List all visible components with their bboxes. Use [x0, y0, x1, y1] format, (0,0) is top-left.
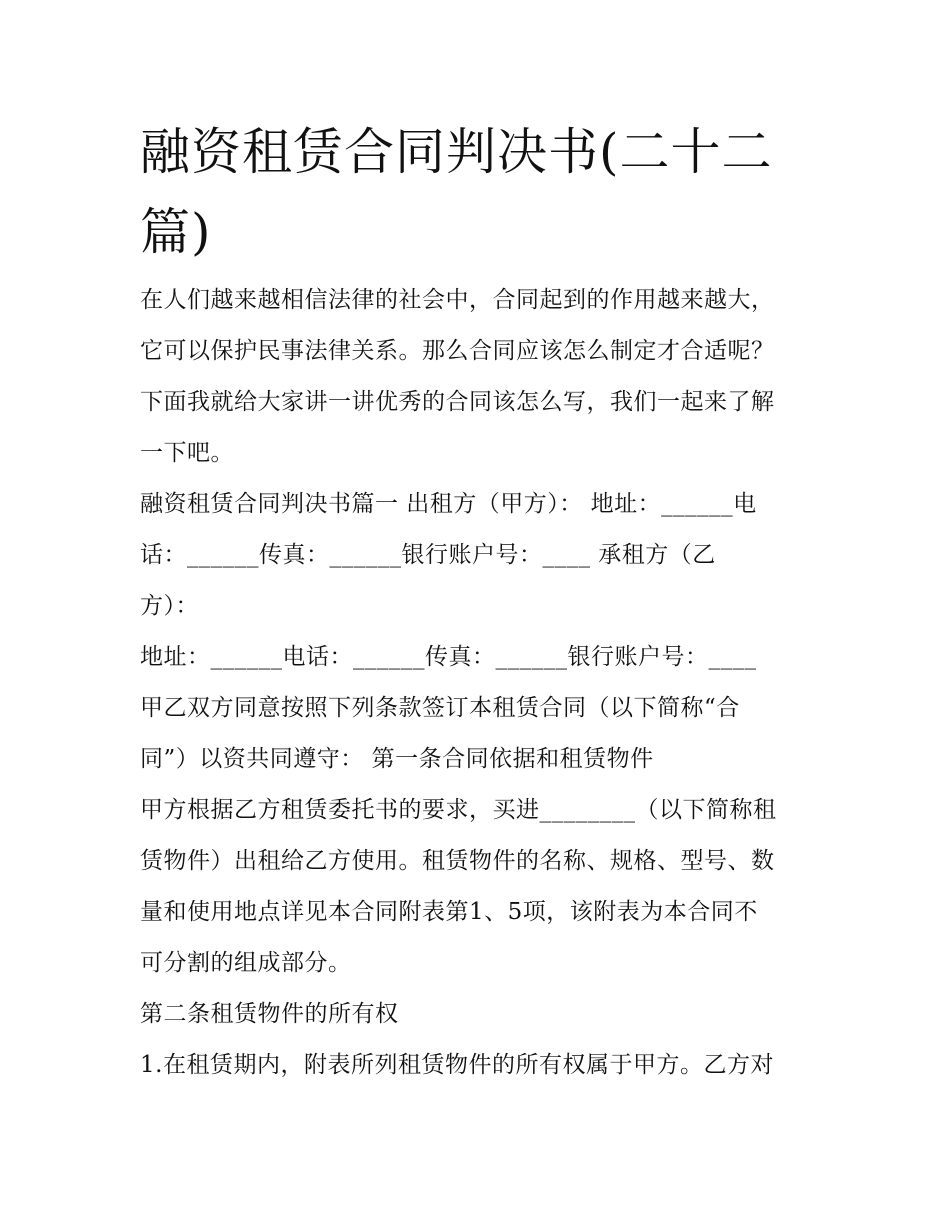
text-line: 赁物件）出租给乙方使用。租赁物件的名称、规格、型号、数: [140, 848, 775, 874]
text-line: 可分割的组成部分。: [140, 950, 352, 976]
document-body: [140, 275, 830, 1091]
text-line: 量和使用地点详见本合同附表第1、5项，该附表为本合同不: [140, 899, 758, 925]
paragraph-lessee-info: [140, 632, 830, 785]
text-line: 甲方根据乙方租赁委托书的要求，买进________（以下简称租: [140, 797, 777, 823]
text-line: 话：______传真：______银行账户号：____ 承租方（乙: [140, 542, 716, 568]
text-line: 同”）以资共同遵守： 第一条合同依据和租赁物件: [140, 746, 654, 772]
text-line: 下面我就给大家讲一讲优秀的合同该怎么写，我们一起来了解: [140, 389, 775, 415]
text-line: 在人们越来越相信法律的社会中，合同起到的作用越来越大，: [140, 287, 775, 313]
paragraph-article-one: [140, 785, 830, 989]
paragraph-article-two-item-1: [140, 1040, 830, 1091]
paragraph-intro: [140, 275, 830, 479]
text-line: 融资租赁合同判决书篇一 出租方（甲方）： 地址：______电: [140, 491, 757, 517]
text-line: 它可以保护民事法律关系。那么合同应该怎么制定才合适呢？: [140, 338, 775, 364]
text-line: 一下吧。: [140, 440, 234, 466]
text-line: 1.在租赁期内，附表所列租赁物件的所有权属于甲方。乙方对: [140, 1052, 774, 1078]
paragraph-article-two-heading: [140, 989, 830, 1040]
text-line: 第二条租赁物件的所有权: [140, 1001, 399, 1027]
text-line: 地址：______电话：______传真：______银行账户号：____: [140, 644, 757, 670]
paragraph-lessor-info: [140, 479, 830, 632]
document-title: 融资租赁合同判决书(二十二篇): [140, 123, 773, 261]
text-line: 甲乙双方同意按照下列条款签订本租赁合同（以下简称“合: [140, 695, 740, 721]
text-line: 方）：: [140, 593, 199, 619]
